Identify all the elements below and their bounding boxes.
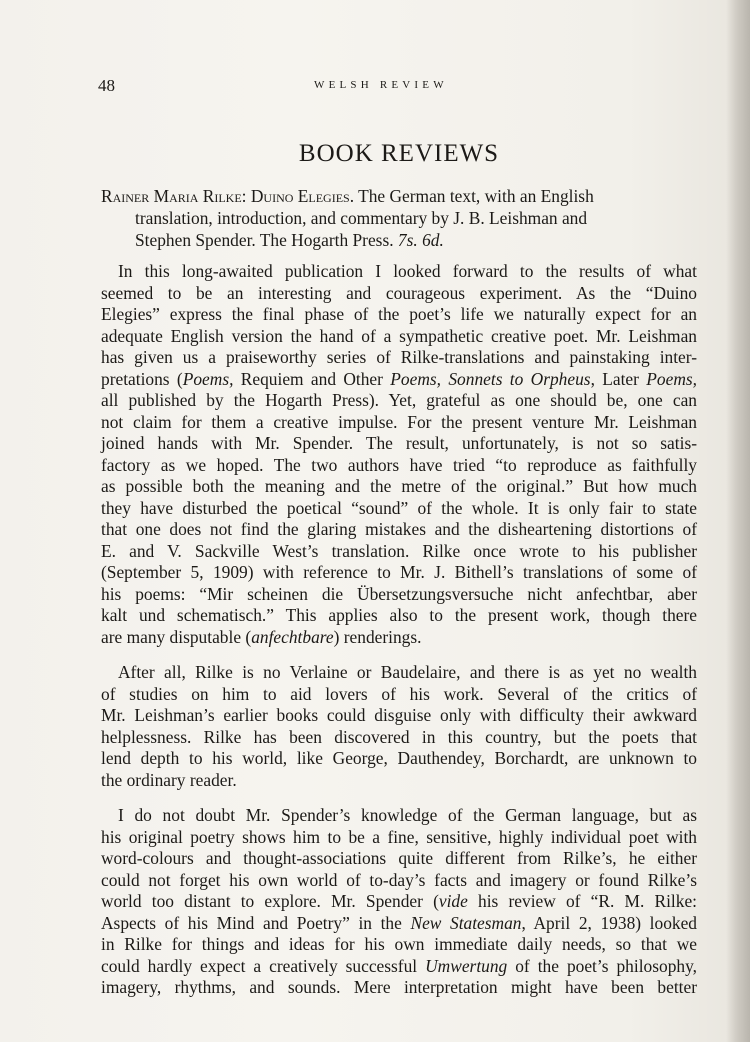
paragraph-line: as possible both the meaning and the metre of the original.” But how much (101, 476, 697, 496)
paragraph-line: they have disturbed the poetical “sound” of the whole. It is only fair to state (101, 497, 697, 518)
paragraph-line: the ordinary reader. (101, 769, 237, 790)
review-body (101, 261, 697, 999)
paragraph-line: all published by the Hogarth Press). Yet, grateful as one should be, one can (101, 390, 697, 410)
paragraph-line: E. and V. Sackville West’s translation. Rilke once wrote to his publisher (101, 540, 697, 561)
review-paragraph (101, 662, 697, 791)
paragraph-line: I do not doubt Mr. Spender’s knowledge of the German language, but as (118, 805, 697, 825)
paragraph-line: are many disputable (anfechtbare) renderings. (101, 626, 422, 647)
paragraph-line: Elegies” express the final phase of the poet’s life we naturally expect for an (101, 304, 697, 324)
paragraph-line: kalt und schematisch.” This applies also to the present work, though there (101, 605, 697, 625)
paragraph-line: could hardly expect a creatively successful Umwertung of the poet’s philosophy, (101, 955, 697, 976)
paragraph-line: pretations (Poems, Requiem and Other Poems, Sonnets to Orpheus, Later Poems, (101, 368, 697, 389)
citation-line: translation, introduction, and commentary by J. B. Leishman and (135, 208, 588, 228)
paragraph-line: Mr. Leishman’s earlier books could disguise only with difficulty their awkward (101, 705, 697, 725)
citation-line: Stephen Spender. The Hogarth Press. 7s. 6d. (135, 230, 444, 250)
paragraph-line: has given us a praiseworthy series of Rilke-translations and painstaking inter- (101, 347, 697, 367)
review-paragraph (101, 805, 697, 999)
paragraph-line: helplessness. Rilke has been discovered in this country, but the poets that (101, 726, 697, 747)
paragraph-line: world too distant to explore. Mr. Spender (vide his review of “R. M. Rilke: (101, 891, 698, 911)
paragraph-line: his original poetry shows him to be a fine, sensitive, highly individual poet with (101, 826, 697, 847)
review-paragraph (101, 261, 697, 648)
paragraph-line: Aspects of his Mind and Poetry” in the New Statesman, April 2, 1938) looked (101, 912, 698, 933)
paragraph-line: seemed to be an interesting and courageous experiment. As the “Duino (101, 282, 697, 303)
citation-line: Rainer Maria Rilke: Duino Elegies. The German text, with an English (101, 186, 594, 206)
paragraph-line: joined hands with Mr. Spender. The result, unfortunately, is not so satis- (101, 433, 697, 453)
paragraph-line: After all, Rilke is no Verlaine or Baudelaire, and there is as yet no wealth (118, 662, 697, 682)
section-title: BOOK REVIEWS (298, 140, 500, 167)
paragraph-line: that one does not find the glaring mistakes and the disheartening distortions of (101, 519, 697, 539)
journal-title: WELSH REVIEW (314, 79, 448, 91)
page-number: 48 (98, 76, 115, 95)
paragraph-line: imagery, rhythms, and sounds. Mere interpretation might have been better (101, 977, 697, 997)
paragraph-line: not claim for them a creative impulse. For the present venture Mr. Leishman (101, 411, 697, 432)
paragraph-line: word-colours and thought-associations quite different from Rilke’s, he either (101, 848, 697, 868)
paragraph-line: lend depth to his world, like George, Dauthendey, Borchardt, are unknown to (101, 748, 697, 768)
paragraph-line: in Rilke for things and ideas for his own immediate daily needs, so that we (101, 934, 697, 954)
running-head (98, 76, 698, 98)
page-edge-shadow (726, 0, 750, 1042)
paragraph-line: In this long-awaited publication I looked forward to the results of what (118, 261, 697, 281)
paragraph-line: could not forget his own world of to-day’s facts and imagery or found Rilke’s (101, 869, 697, 890)
paragraph-line: (September 5, 1909) with reference to Mr. J. Bithell’s translations of some of (101, 562, 697, 582)
book-citation (101, 185, 695, 251)
paragraph-line: adequate English version the hand of a sympathetic creative poet. Mr. Leishman (101, 325, 697, 346)
paragraph-line: factory as we hoped. The two authors have tried “to reproduce as faithfully (101, 454, 697, 475)
paragraph-line: of studies on him to aid lovers of his work. Several of the critics of (101, 683, 697, 704)
paragraph-line: his poems: “Mir scheinen die Übersetzungsversuche nicht anfechtbar, aber (101, 583, 697, 604)
